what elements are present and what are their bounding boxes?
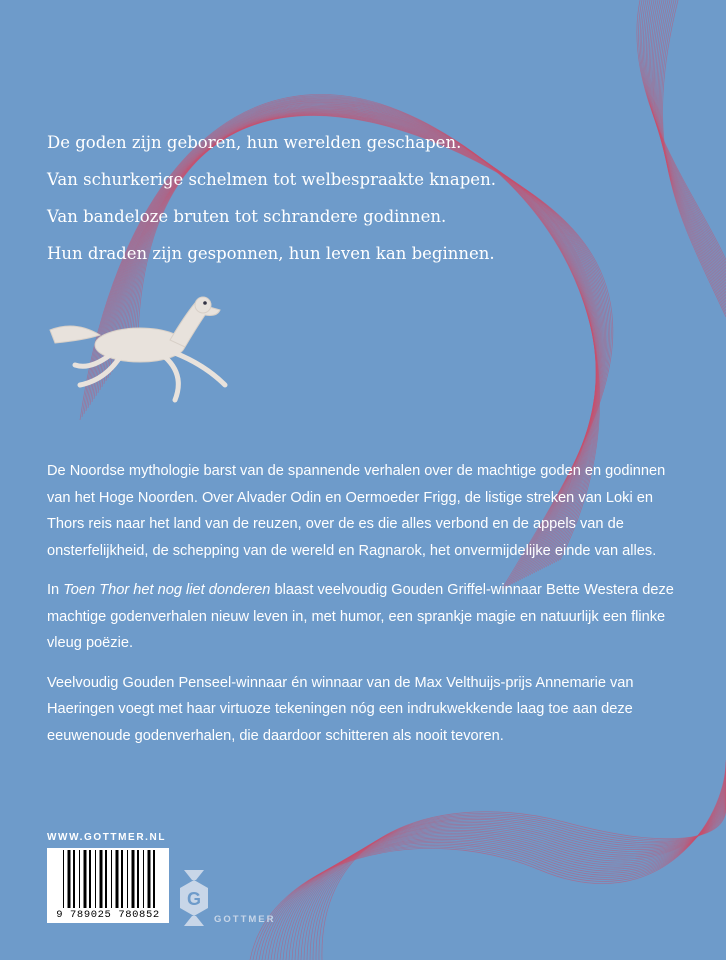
barcode-bar	[73, 850, 75, 908]
swirl-line	[265, 770, 726, 960]
book-title: Toen Thor het nog liet donderen	[63, 582, 271, 598]
publisher-name: GOTTMER	[214, 914, 276, 925]
poem-line: Hun draden zijn gesponnen, hun leven kan beginnen.	[47, 244, 495, 263]
barcode-bar	[95, 850, 96, 908]
swirl-line	[298, 792, 726, 960]
swirl-line	[322, 808, 726, 960]
barcode-bar	[148, 850, 151, 908]
poem-line: Van bandeloze bruten tot schrandere godinnen.	[47, 207, 447, 226]
barcode-bar	[111, 850, 112, 908]
barcode-bar	[79, 850, 80, 908]
swirl-line	[289, 786, 726, 960]
description	[47, 458, 687, 762]
barcode-bar	[153, 850, 155, 908]
swirl-line	[643, 0, 726, 272]
website-url: WWW.GOTTMER.NL	[47, 832, 167, 843]
isbn-number: 9 789025 780852	[56, 909, 160, 921]
poem-line: De goden zijn geboren, hun werelden geschapen.	[47, 133, 462, 152]
barcode-bars	[63, 850, 155, 910]
swirl-line	[301, 794, 726, 960]
swirl-line	[313, 802, 726, 960]
text: blaast veelvoudig Gouden Griffel-winnaar Bette Westera deze machtige godenverhalen nieuw leven in, met humor, een sprankje magie en natuurlijk een flinke vleug poëzie.	[47, 582, 674, 651]
barcode-bar	[63, 850, 64, 908]
swirl-line	[640, 0, 726, 266]
barcode-bar	[68, 850, 71, 908]
barcode-bar	[132, 850, 135, 908]
barcode-bar	[84, 850, 87, 908]
gottmer-logo-icon	[178, 868, 210, 928]
paragraph: De Noordse mythologie barst van de spannende verhalen over de machtige goden en godinnen van het Hoge Noorden. Over Alvader Odin en Oermoeder Frigg, de listige streken van Loki en Thors reis naar het land van de reuzen, over de es die alles verbond en de appels van de onsterfelijkheid, de schepping van de wereld en Ragnarok, het onvermijdelijke einde van alles.	[47, 463, 666, 559]
barcode-bar	[116, 850, 119, 908]
barcode	[47, 848, 169, 923]
text: In	[47, 582, 64, 598]
swirl-line	[280, 780, 726, 960]
barcode-bar	[127, 850, 128, 908]
swirl-line	[649, 0, 726, 284]
swirl-line	[307, 798, 726, 960]
logo-letter: G	[186, 889, 202, 909]
swirl-line	[642, 0, 726, 269]
barcode-bar	[143, 850, 144, 908]
swirl-line	[277, 778, 726, 960]
poem-line: Van schurkerige schelmen tot welbespraakte knapen.	[47, 170, 496, 189]
barcode-bar	[89, 850, 91, 908]
swirl-line	[292, 788, 726, 960]
swirl-line	[283, 782, 726, 960]
paragraph: Veelvoudig Gouden Penseel-winnaar én winnaar van de Max Velthuijs-prijs Annemarie van Haeringen voegt met haar virtuoze tekeningen nóg een indrukwekkende laag toe aan deze eeuwenoude godenverhalen, die daardoor schitteren als nooit tevoren.	[47, 674, 634, 744]
swirl-line	[310, 800, 726, 960]
poem	[47, 130, 496, 278]
swirl-line	[262, 768, 726, 960]
paragraph	[47, 577, 687, 657]
horse-illustration	[45, 285, 235, 415]
barcode-bar	[121, 850, 123, 908]
barcode-bar	[137, 850, 139, 908]
swirl-line	[286, 784, 726, 960]
swirl-line	[295, 790, 726, 960]
barcode-bar	[105, 850, 107, 908]
barcode-bar	[100, 850, 103, 908]
